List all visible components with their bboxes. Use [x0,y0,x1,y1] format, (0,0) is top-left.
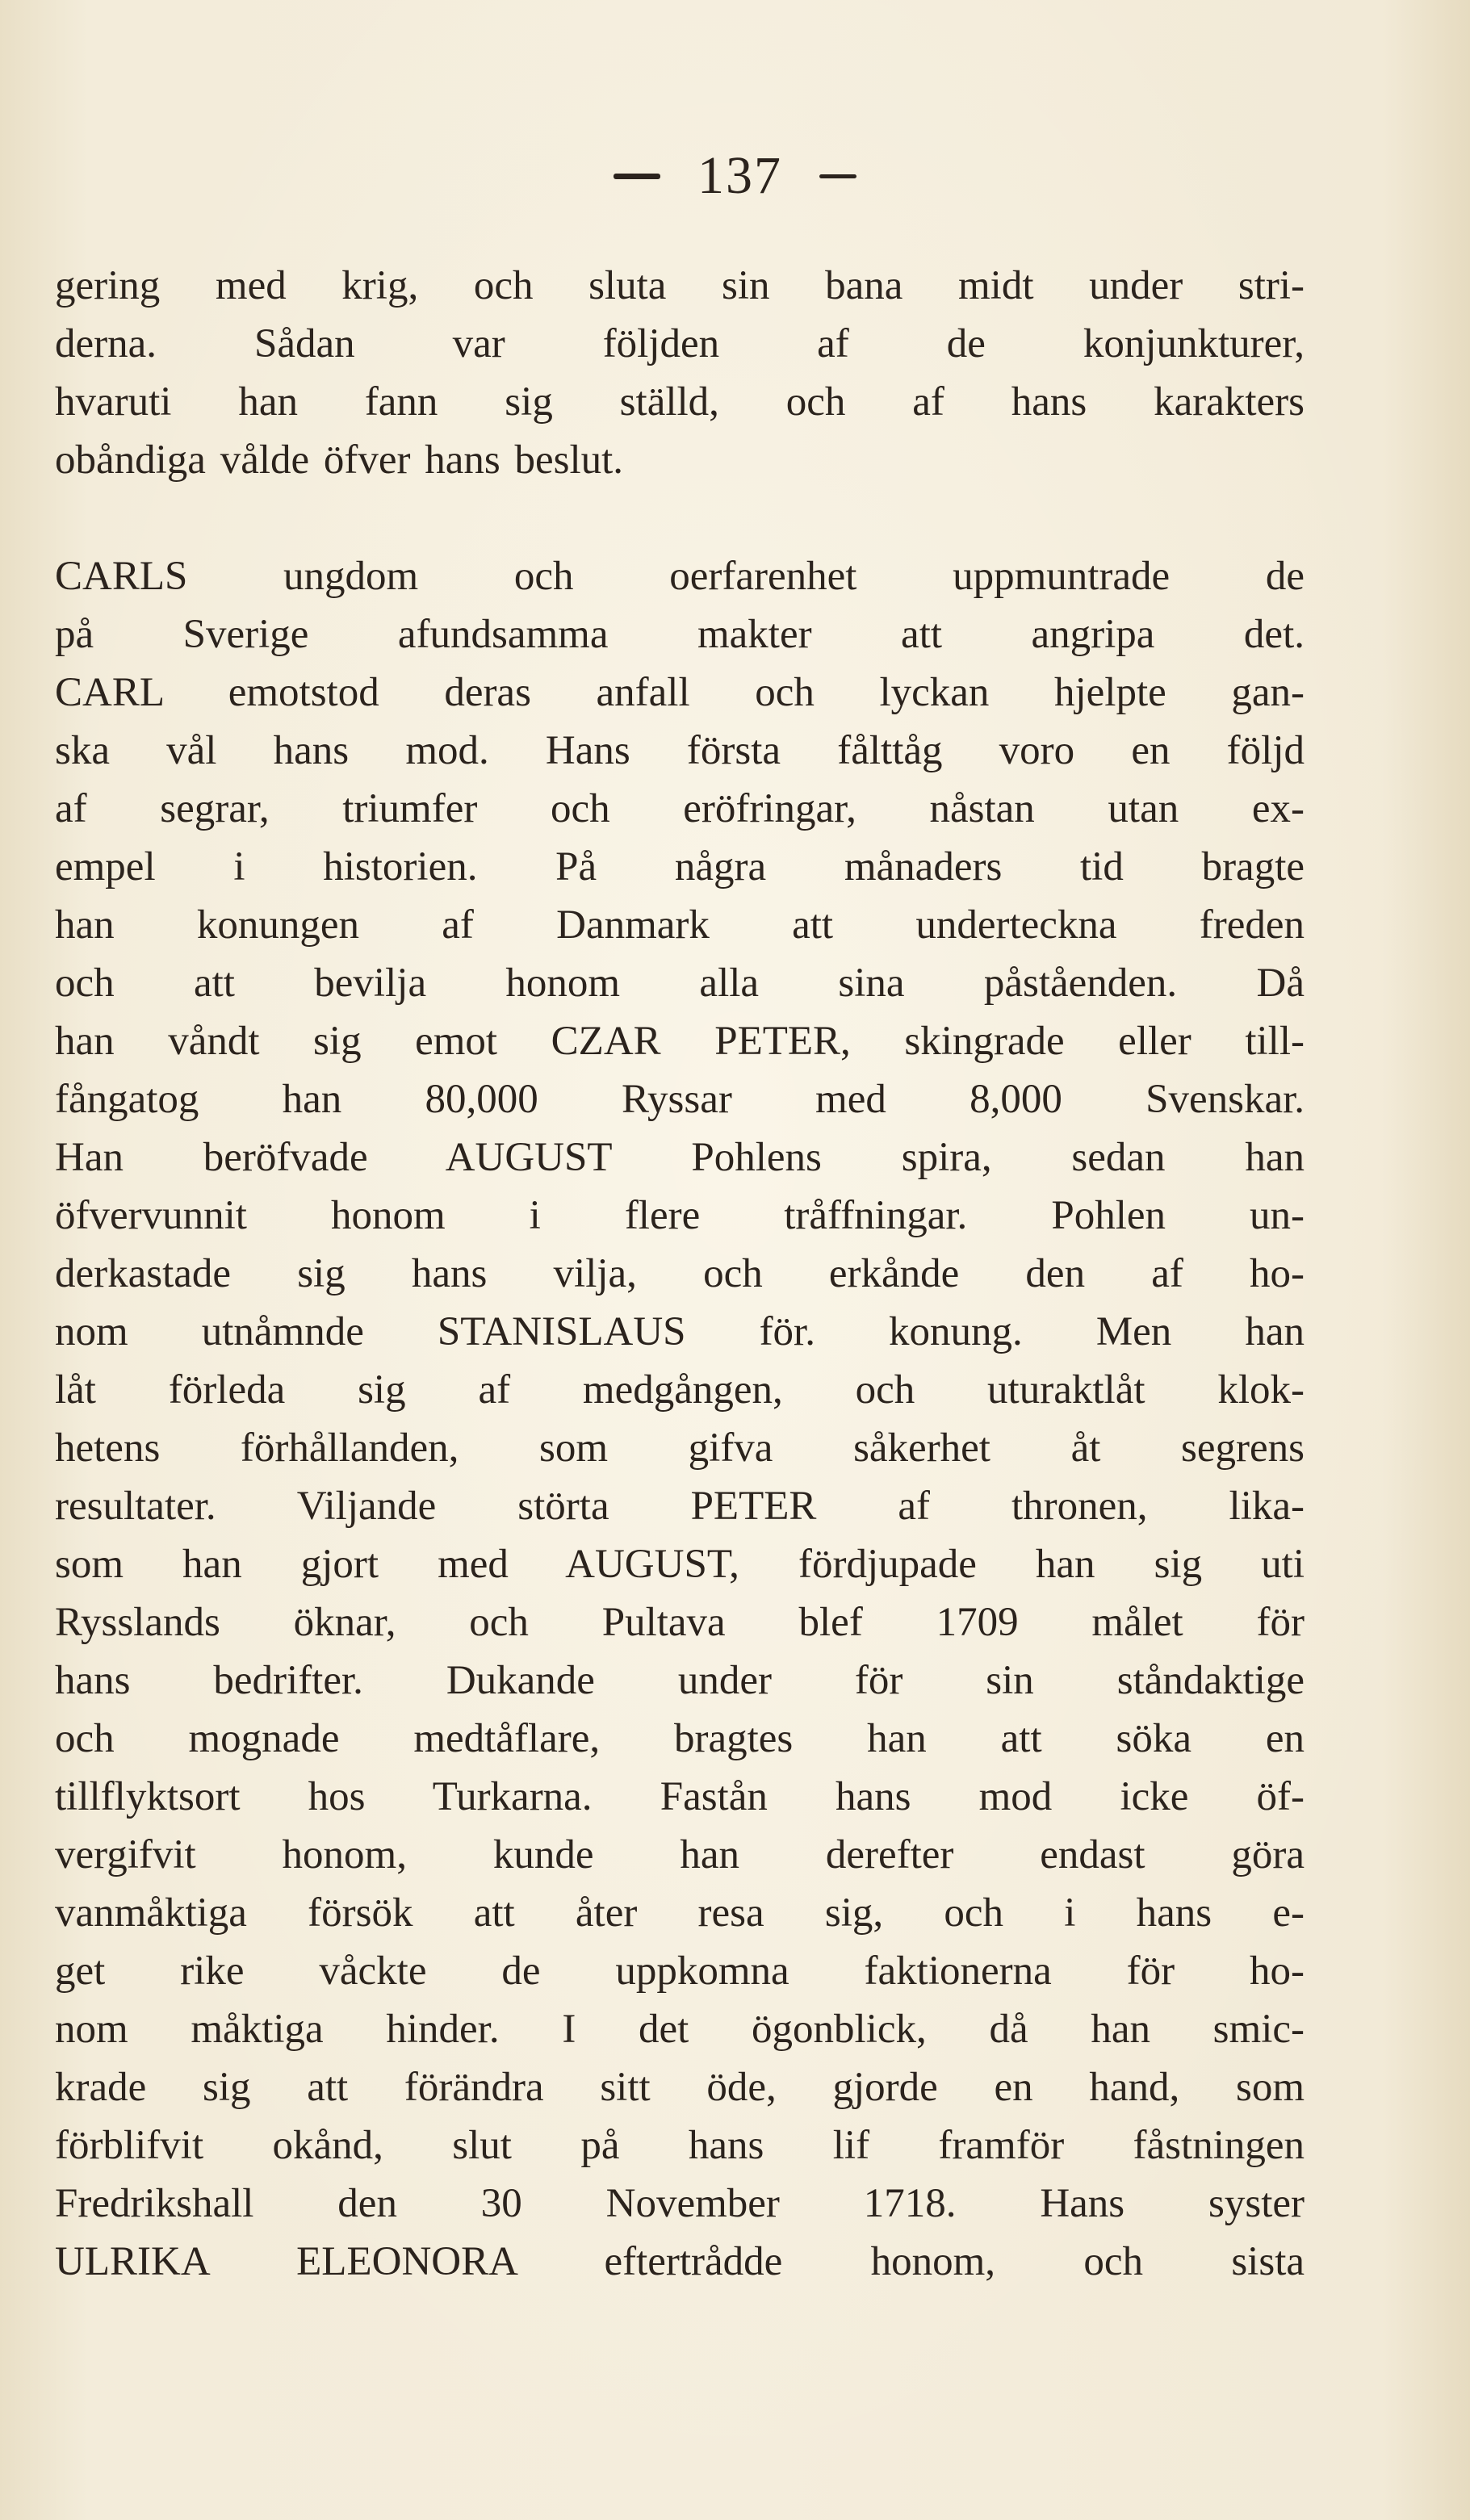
text-line: empel i historien. På några månaders tid bragte [55,844,1305,890]
text-line: hvaruti han fann sig ställd, och af hans karakters [55,379,1305,425]
text-line: som han gjort med AUGUST, fördjupade han sig uti [55,1542,1305,1587]
body-text [55,257,1305,2291]
text-line: förblifvit okånd, slut på hans lif framför fåstningen [55,2123,1305,2168]
paragraph-1 [55,257,1305,489]
text-line: fångatog han 80,000 Ryssar med 8,000 Svenskar. [55,1077,1305,1122]
text-line: Han beröfvade AUGUST Pohlens spira, sedan han [55,1135,1305,1180]
text-line: vergifvit honom, kunde han derefter endast göra [55,1832,1305,1877]
text-line: derna. Sådan var följden af de konjunkturer, [55,321,1305,366]
text-line: af segrar, triumfer och eröfringar, nåstan utan ex- [55,786,1305,831]
text-line: gering med krig, och sluta sin bana midt under stri- [55,263,1305,308]
text-line: och mognade medtåflare, bragtes han att söka en [55,1716,1305,1761]
paragraph-2 [55,547,1305,2291]
text-line: Rysslands öknar, och Pultava blef 1709 målet för [55,1600,1305,1645]
text-line: nom måktiga hinder. I det ögonblick, då han smic- [55,2007,1305,2052]
text-line: krade sig att förändra sitt öde, gjorde en hand, som [55,2065,1305,2110]
text-line: derkastade sig hans vilja, och erkånde den af ho- [55,1251,1305,1296]
text-line: hetens förhållanden, som gifva såkerhet åt segrens [55,1425,1305,1471]
page-number: 137 [697,146,782,205]
header-dash-left [614,174,660,179]
text-line: öfvervunnit honom i flere tråffningar. Pohlen un- [55,1193,1305,1238]
text-line: CARL emotstod deras anfall och lyckan hjelpte gan- [55,670,1305,715]
text-line: CARLS ungdom och oerfarenhet uppmuntrade de [55,554,1305,599]
text-line: hans bedrifter. Dukande under för sin ståndaktige [55,1658,1305,1703]
text-line: Fredrikshall den 30 November 1718. Hans syster [55,2181,1305,2226]
text-line: han konungen af Danmark att underteckna freden [55,902,1305,948]
text-line: vanmåktiga försök att åter resa sig, och i hans e- [55,1890,1305,1936]
text-line: tillflyktsort hos Turkarna. Fastån hans mod icke öf- [55,1774,1305,1819]
text-line: på Sverige afundsamma makter att angripa det. [55,612,1305,657]
text-line: och att bevilja honom alla sina påståenden. Då [55,961,1305,1006]
text-line: låt förleda sig af medgången, och uturaktlåt klok- [55,1367,1305,1413]
text-line: get rike våckte de uppkomna faktionerna för ho- [55,1949,1305,1994]
text-line: nom utnåmnde STANISLAUS för. konung. Men han [55,1309,1305,1354]
text-line: resultater. Viljande störta PETER af thronen, lika- [55,1484,1305,1529]
text-line: han våndt sig emot CZAR PETER, skingrade eller till- [55,1019,1305,1064]
text-line: ULRIKA ELEONORA eftertrådde honom, och sista [55,2239,1305,2284]
page-header [0,136,1470,216]
text-line: ska vål hans mod. Hans första fålttåg voro en följd [55,728,1305,773]
text-line: obåndiga vålde öfver hans beslut. [55,437,624,483]
header-dash-right [819,174,856,178]
paragraph-gap [55,489,1305,547]
